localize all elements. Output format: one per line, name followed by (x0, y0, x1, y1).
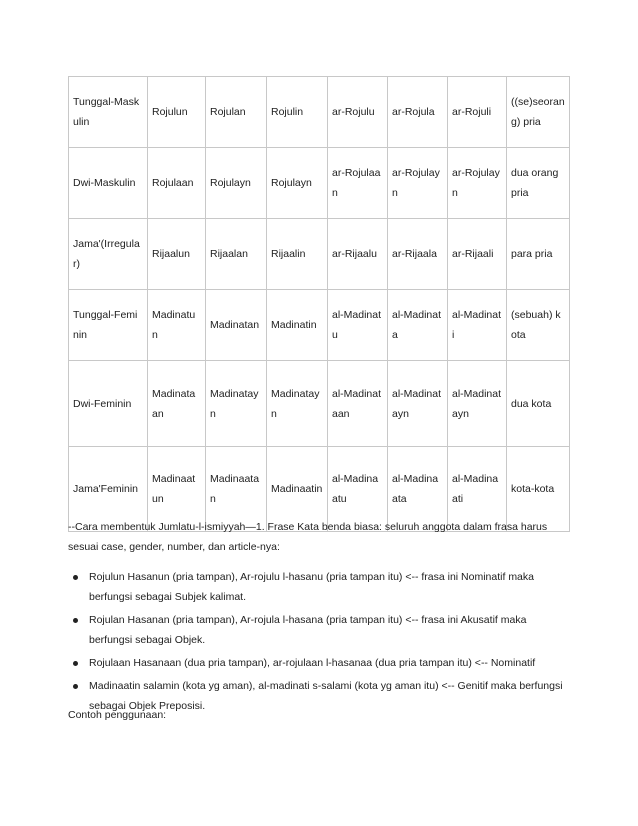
table-row (69, 361, 570, 447)
table-cell: Rijaalun (148, 219, 206, 290)
list-item-text: Madinaatin salamin (kota yg aman), al-madinati s-salami (kota yg aman itu) <-- Genitif maka berfungsi sebagai Objek Preposisi. (89, 680, 563, 712)
table-cell: ar-Rijaalu (328, 219, 388, 290)
bullet-icon (73, 661, 78, 666)
table-cell: Rojulayn (206, 148, 267, 219)
table-cell: Rojulaan (148, 148, 206, 219)
list-item (68, 567, 568, 607)
table-cell: ar-Rojulayn (388, 148, 448, 219)
table-cell: ar-Rojulayn (448, 148, 507, 219)
table-cell: Madinatayn (267, 361, 328, 447)
table-cell: ar-Rijaali (448, 219, 507, 290)
row-header-cell: Dwi-Feminin (69, 361, 148, 447)
example-list (68, 567, 568, 719)
table-cell: Madinaatan (206, 447, 267, 532)
table-cell: Rojulan (206, 77, 267, 148)
table-cell: Rojulun (148, 77, 206, 148)
table-cell: Madinataan (148, 361, 206, 447)
table-body (69, 77, 570, 532)
table-cell: Madinatin (267, 290, 328, 361)
table-cell: Madinatun (148, 290, 206, 361)
table-cell: Rojulayn (267, 148, 328, 219)
table-cell: ar-Rojuli (448, 77, 507, 148)
table-row (69, 148, 570, 219)
list-item (68, 653, 568, 673)
table-cell: dua orang pria (507, 148, 570, 219)
row-header-cell: Jama'Feminin (69, 447, 148, 532)
table-cell: al-Madinatu (328, 290, 388, 361)
row-header-cell: Tunggal-Maskulin (69, 77, 148, 148)
table-cell: ar-Rojula (388, 77, 448, 148)
table-cell: ((se)seorang) pria (507, 77, 570, 148)
list-item-text: Rojulun Hasanun (pria tampan), Ar-rojulu l-hasanu (pria tampan itu) <-- frasa ini Nominatif maka berfungsi sebagai Subjek kalimat. (89, 571, 534, 603)
list-item-text: Rojulaan Hasanaan (dua pria tampan), ar-rojulaan l-hasanaa (dua pria tampan itu) <-- Nominatif (89, 657, 536, 669)
table-row (69, 219, 570, 290)
table-cell: al-Madinaatu (328, 447, 388, 532)
table-cell: ar-Rojulu (328, 77, 388, 148)
table-cell: al-Madinatayn (448, 361, 507, 447)
list-item-text: Rojulan Hasanan (pria tampan), Ar-rojula l-hasana (pria tampan itu) <-- frasa ini Akusatif maka berfungsi sebagai Objek. (89, 614, 527, 646)
bullet-icon (73, 618, 78, 623)
table-cell: Rijaalan (206, 219, 267, 290)
table-cell: ar-Rijaala (388, 219, 448, 290)
table-cell: Madinaatin (267, 447, 328, 532)
table-cell: al-Madinatayn (388, 361, 448, 447)
table-cell: (sebuah) kota (507, 290, 570, 361)
table-cell: ar-Rojulaan (328, 148, 388, 219)
closing-paragraph: Contoh penggunaan: (68, 709, 167, 721)
table-cell: al-Madinaata (388, 447, 448, 532)
table-row (69, 290, 570, 361)
bullet-icon (73, 575, 78, 580)
table-cell: al-Madinataan (328, 361, 388, 447)
table-cell: Madinaatun (148, 447, 206, 532)
table-cell: al-Madinati (448, 290, 507, 361)
table-cell: Madinatayn (206, 361, 267, 447)
table-cell: al-Madinata (388, 290, 448, 361)
table-cell: Rojulin (267, 77, 328, 148)
declension-table (68, 76, 570, 532)
table-cell: dua kota (507, 361, 570, 447)
table-cell: kota-kota (507, 447, 570, 532)
intro-paragraph: --Cara membentuk Jumlatu-l-ismiyyah—1. Frase Kata benda biasa: seluruh anggota dalam frasa harus sesuai case, gender, number, dan article-nya: (68, 521, 548, 553)
row-header-cell: Dwi-Maskulin (69, 148, 148, 219)
list-item (68, 610, 568, 650)
table-cell: al-Madinaati (448, 447, 507, 532)
table-row (69, 77, 570, 148)
table-cell: Rijaalin (267, 219, 328, 290)
row-header-cell: Tunggal-Feminin (69, 290, 148, 361)
bullet-icon (73, 684, 78, 689)
table-cell: para pria (507, 219, 570, 290)
table-cell: Madinatan (206, 290, 267, 361)
row-header-cell: Jama'(Irregular) (69, 219, 148, 290)
